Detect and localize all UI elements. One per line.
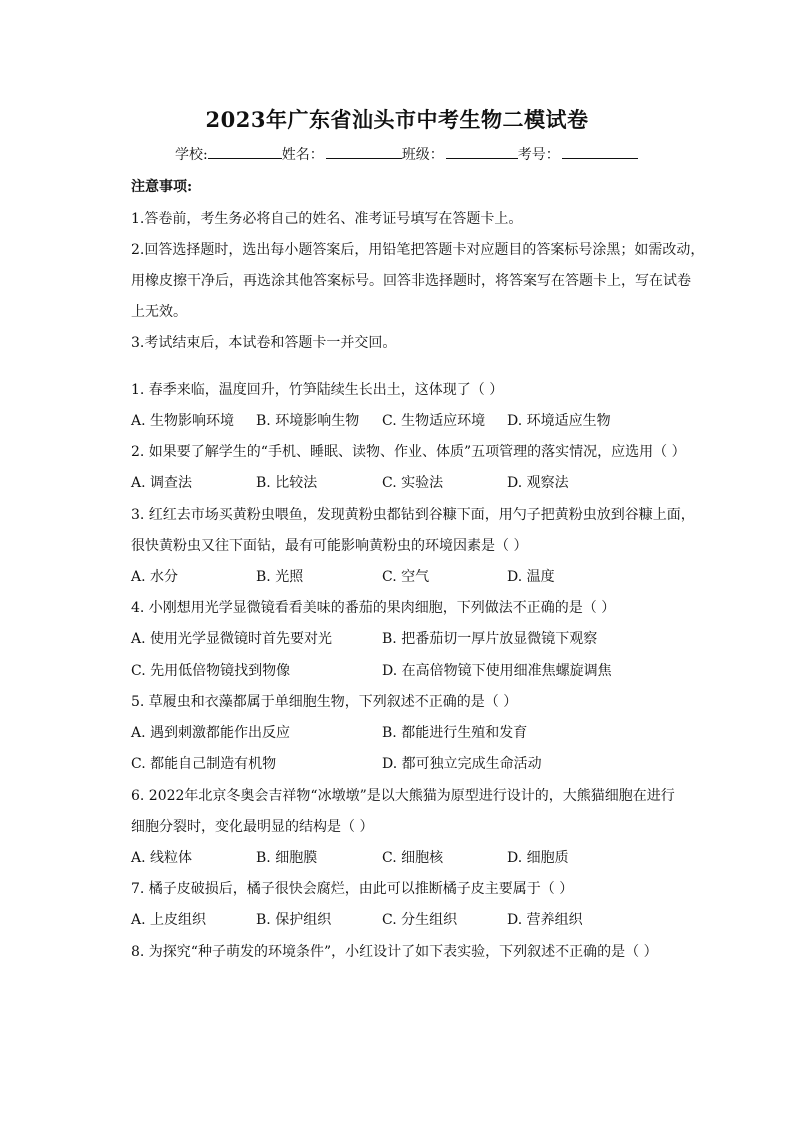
notice-heading: 注意事项:: [131, 179, 193, 195]
name-label: 姓名：: [281, 147, 324, 163]
number-blank: [562, 144, 638, 159]
question-2-stem: 2. 如果要了解学生的“手机、睡眠、读物、作业、体质”五项管理的落实情况，应选用（ ）: [131, 444, 686, 460]
question-1-option-d: D. 环境适应生物: [507, 413, 611, 429]
question-3-option-b: B. 光照: [256, 569, 304, 585]
question-6-option-d: D. 细胞质: [507, 850, 569, 866]
question-4-option-d: D. 在高倍物镜下使用细准焦螺旋调焦: [382, 663, 612, 679]
question-8-stem: 8. 为探究“种子萌发的环境条件”，小红设计了如下表实验，下列叙述不正确的是（ ）: [131, 944, 658, 960]
notice-item-2-line-2: 用橡皮擦干净后，再选涂其他答案标号。回答非选择题时，将答案写在答题卡上，写在试卷: [131, 273, 691, 289]
notice-item-2-line-3: 上无效。: [131, 304, 187, 320]
student-info-line: [175, 144, 638, 164]
question-1-stem: 1. 春季来临，温度回升，竹笋陆续生长出土，这体现了（ ）: [131, 382, 504, 398]
question-3-stem-line-1: 3. 红红去市场买黄粉虫喂鱼，发现黄粉虫都钻到谷糠下面，用勺子把黄粉虫放到谷糠上面，: [131, 507, 695, 523]
question-7-option-c: C. 分生组织: [382, 912, 458, 928]
question-5-stem: 5. 草履虫和衣藻都属于单细胞生物，下列叙述不正确的是（ ）: [131, 694, 518, 710]
question-5-option-d: D. 都可独立完成生命活动: [382, 756, 542, 772]
question-2-option-c: C. 实验法: [382, 475, 444, 491]
question-4-option-b: B. 把番茄切一厚片放显微镜下观察: [382, 631, 598, 647]
school-label: 学校:: [175, 147, 208, 163]
class-label: 班级：: [401, 147, 444, 163]
question-7-stem: 7. 橘子皮破损后，橘子很快会腐烂，由此可以推断橘子皮主要属于（ ）: [131, 881, 574, 897]
notice-item-2-line-1: 2.回答选择题时，选出每小题答案后，用铅笔把答题卡对应题目的答案标号涂黑；如需改动，: [131, 242, 705, 258]
question-2-option-d: D. 观察法: [507, 475, 569, 491]
question-4-stem: 4. 小刚想用光学显微镜看看美味的番茄的果肉细胞，下列做法不正确的是（ ）: [131, 600, 616, 616]
page-title: 2023年广东省汕头市中考生物二模试卷: [205, 107, 589, 132]
question-3-option-d: D. 温度: [507, 569, 555, 585]
question-6-option-b: B. 细胞膜: [256, 850, 318, 866]
question-4-option-c: C. 先用低倍物镜找到物像: [131, 663, 291, 679]
number-label: 考号：: [517, 147, 560, 163]
question-5-option-b: B. 都能进行生殖和发育: [382, 725, 528, 741]
question-3-option-c: C. 空气: [382, 569, 430, 585]
question-6-stem-line-2: 细胞分裂时，变化最明显的结构是（ ）: [131, 819, 374, 835]
name-blank: [326, 144, 402, 159]
class-blank: [446, 144, 518, 159]
question-7-option-d: D. 营养组织: [507, 912, 583, 928]
question-3-option-a: A. 水分: [131, 569, 179, 585]
question-6-stem-line-1: 6. 2022年北京冬奥会吉祥物“冰墩墩”是以大熊猫为原型进行设计的，大熊猫细胞在进行: [131, 788, 675, 804]
question-6-option-c: C. 细胞核: [382, 850, 444, 866]
question-2-option-a: A. 调查法: [131, 475, 193, 491]
question-7-option-b: B. 保护组织: [256, 912, 332, 928]
notice-item-3: 3.考试结束后，本试卷和答题卡一并交回。: [131, 335, 397, 351]
question-1-option-a: A. 生物影响环境: [131, 413, 235, 429]
question-1-option-b: B. 环境影响生物: [256, 413, 360, 429]
question-7-option-a: A. 上皮组织: [131, 912, 207, 928]
question-6-option-a: A. 线粒体: [131, 850, 193, 866]
school-blank: [208, 144, 282, 159]
question-3-stem-line-2: 很快黄粉虫又往下面钻，最有可能影响黄粉虫的环境因素是（ ）: [131, 538, 528, 554]
question-4-option-a: A. 使用光学显微镜时首先要对光: [131, 631, 333, 647]
question-1-option-c: C. 生物适应环境: [382, 413, 486, 429]
question-5-option-a: A. 遇到刺激都能作出反应: [131, 725, 291, 741]
question-5-option-c: C. 都能自己制造有机物: [131, 756, 277, 772]
question-2-option-b: B. 比较法: [256, 475, 318, 491]
notice-item-1: 1.答卷前，考生务必将自己的姓名、准考证号填写在答题卡上。: [131, 211, 523, 227]
